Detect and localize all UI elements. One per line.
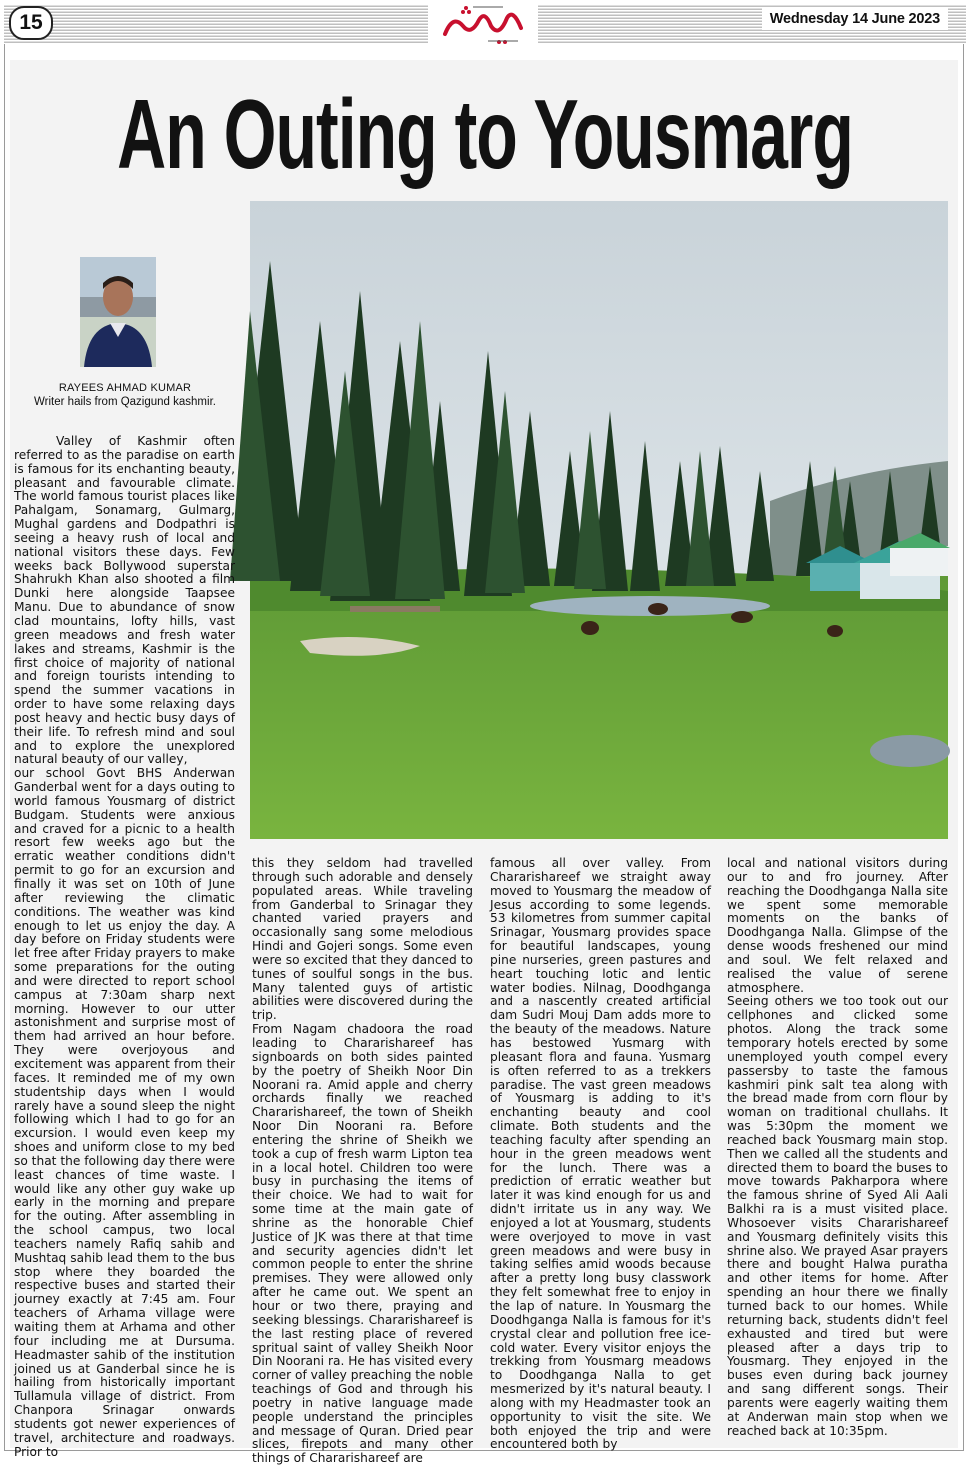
author-bio: Writer hails from Qazigund kashmir.: [34, 396, 216, 408]
issue-date: Wednesday 14 June 2023: [762, 8, 948, 30]
paragraph: Valley of Kashmir often referred to as the paradise on earth is famous for its enchanting beauty, pleasant and favourable climate. The world famous tourist places like Pahalgam, Sonamarg, Gulmarg, Mughal gardens and Dodpathri is seeing a heavy rush of local and national visitors these days. Few weeks back Bollywood superstar Shahrukh Khan also shooted a film Dunki here alongside Taapsee Manu. Due to abundance of snow clad mountains, lofty hills, vast green meadows and fresh water lakes and streams, Kashmir is the first choice of majority of national and foreign tourists intending to spend the summer vacations in order to have some relaxing days post heavy and hectic busy days of their life. To refresh mind and soul and to explore the unexplored natural beauty of our valley,: [14, 434, 235, 767]
paragraph: Seeing others we too took out our cellphones and clicked some photos. Along the track some temporary hotels erected by some unemployed youth compel every passersby to taste the famous kashmiri pink salt tea along with the bread made from corn flour by woman on traditional chullahs. It was 5:30pm the moment we reached back Yousmarg main stop. Then we called all the students and directed them to board the buses to move towards Pakharpora where the famous shrine of Syed Ali Aali Balkhi ra is a must visited place. Whosoever visits Chararishareef and Yousmarg definitely visits this shrine also. We prayed Asar prayers there and bought Halwa puratha and other items for home. After spending an hour there we finally turned back to our homes. While returning back, students didn't feel exhausted and tired but were pleased after a days trip to Yousmarg. They enjoyed in the buses even during back journey and sang different songs. Their parents were eagerly waiting them at Anderwan main stop when we reached back at 10:35pm.: [727, 994, 948, 1438]
article-column-3: [490, 856, 711, 1452]
paragraph: famous all over valley. From Chararishareef we straight away moved to Yousmarg the meadow of Jesus according to some legends. 53 kilometres from summer capital Srinagar, Yousmarg provides space for beautiful landscapes, young pine nurseries, green pastures and heart touching lotic and lentic water bodies. Nilnag, Doodhganga and a nascently created artificial dam Sudri Mouj Dam adds more to the beauty of the meadows. Nature has bestowed Yusmarg with pleasant flora and fauna. Yusmarg is often referred to as a trekkers paradise. The vast green meadows of Yousmarg is adding to it's enchanting beauty and cool climate. Both students and the teaching faculty after spending an hour in the green meadows went for the lunch. There was a prediction of erratic weather but later it was kind enough for us and didn't irritate us in any way. We enjoyed a lot at Yousmarg, students were overjoyed to move in vast green meadows and were busy in taking selfies amid woods because after a pretty long busy classwork they felt somewhat free to enjoy in the lap of nature. In Yousmarg the Doodhganga Nalla is famous for it's crystal clear and pollution free ice-cold water. Every visitor enjoys the trekking from Yousmarg meadows to Doodhganga Nalla to get mesmerized by it's natural beauty. I along with my Headmaster took an opportunity to visit the site. We both enjoyed the trip and were encountered both by: [490, 856, 711, 1452]
article-column-1: [14, 434, 235, 1459]
paragraph: this they seldom had travelled through such adorable and densely populated areas. While traveling from Ganderbal to Srinagar they chanted varied prayers and occasionally sang some melodious Hindi and Gojeri songs. Some even were so excited that they danced to tunes of soulful songs in the bus. Many talented guys of artistic abilities were discovered during the trip.: [252, 856, 473, 1023]
paragraph: our school Govt BHS Anderwan Ganderbal went for a days outing to world famous Yousmarg of district Budgam. Students were anxious and craved for a picnic to a health resort few weeks ago but the erratic weather conditions didn't permit to go for an excursion and finally it was set on 10th of June after reviewing the climatic conditions. The weather was kind enough to let us enjoy the day. A day before on Friday students were let free after Friday prayers to make some preparations for the outing and were directed to report school campus at 7:30am sharp next morning. However to our utter astonishment and surprise most of them had arrived an hour before. They were overjoyous and excitement was apparent from their faces. It reminded me of my own studentship days when I would rarely have a sound sleep the night following which I had to go for an excursion. I would even keep my shoes and uniform close to my bed so that the following day there were least chances of time waste. I would like any other guy wake up early in the morning and prepare for the outing. After assembling in the school campus, two local teachers namely Rafiq sahib and Mushtaq sahib lead them to the bus stop where they boarded the respective buses and started their journey exactly at 7:45 am. Four teachers of Arhama village were waiting them at Arhama and other four including me at Dursuma. Headmaster sahib of the institution joined us at Ganderbal since he is hailing from historically important Tullamula village of district. From Chanpora Srinagar onwards students got newer experiences of travel, architecture and roadways. Prior to: [14, 766, 235, 1459]
page-number: 15: [9, 6, 53, 40]
author-photo: [80, 257, 156, 367]
author-name: RAYEES AHMAD KUMAR: [58, 382, 192, 394]
paragraph: local and national visitors during our to and fro journey. After reaching the Doodhganga Nalla site we spent some memorable moments on the banks of Doodhganga Nalla. Glimpse of the dense woods freshened our mind and soul. We felt relaxed and realised the value of serene atmosphere.: [727, 856, 948, 995]
article-column-4: [727, 856, 948, 1438]
article-column-2: [252, 856, 473, 1466]
newspaper-logo: [428, 4, 538, 46]
paragraph: From Nagam chadoora the road leading to Chararishareef has signboards on both sides painted by the poetry of Sheikh Noor Din Noorani ra. Amid apple and cherry orchards finally we reached Chararishareef, the town of Sheikh Noor Din Noorani ra. Before entering the shrine of Sheikh we took a cup of fresh warm Lipton tea in a local hotel. Children too were busy in purchasing the items of their choice. We had to wait for some time at the main gate of shrine as the honorable Chief Justice of JK was there at that time and security agencies didn't let common people to enter the shrine premises. They were allowed only after he came out. We spent an hour or two there, praying and seeking blessings. Chararishareef is the last resting place of revered spritual saint of valley Sheikh Noor Din Noorani ra. He has visited every corner of valley preaching the noble teachings of God and through his poetry in native language made people understand the principles and message of Quran. Dried pear slices, firepots and many other things of Chararishareef are: [252, 1022, 473, 1466]
yousmarg-meadow-photo: [250, 201, 948, 839]
headline: An Outing to Yousmarg: [117, 79, 853, 190]
